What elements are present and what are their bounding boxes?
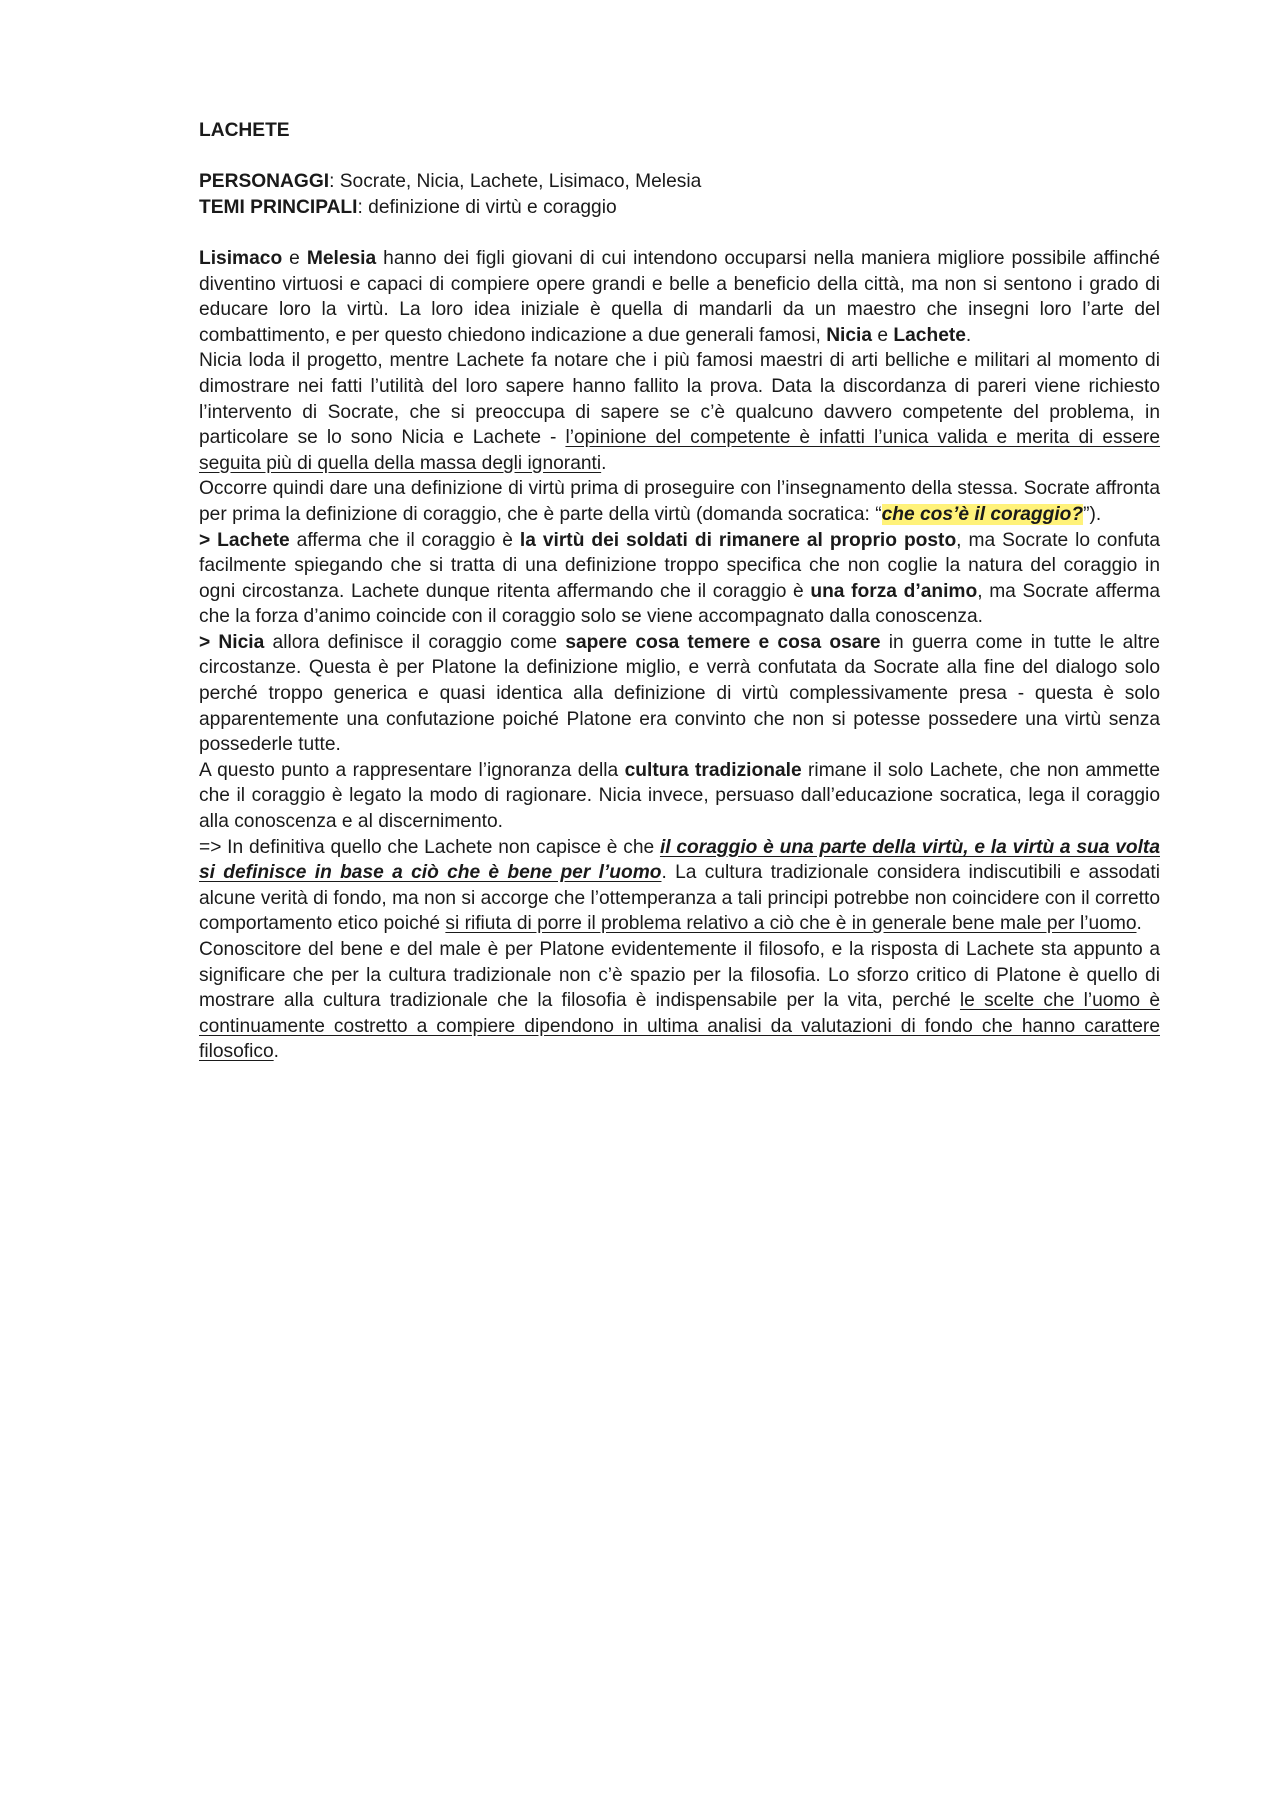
paragraph-2 [199,348,1160,476]
p3-highlight-question: che cos’è il coraggio? [881,503,1084,525]
p8-text-a: Conoscitore del bene e del male è per Platone evidentemente il filosofo, e la risposta di Lachete sta appunto a significare che per la cultura tradizionale non c’è spazio per la filosofia. Lo sforzo critico di Platone è quello di mostrare alla cultura tradizionale che la filosofia è indispensabile per la vita, perché [199,939,1160,1012]
p2-underline: l’opinione del competente è infatti l’unica valida e merita di essere seguita più di quella della massa degli ignoranti [199,427,1161,474]
paragraph-5 [199,630,1160,758]
paragraph-7 [199,835,1160,937]
paragraph-1 [199,246,1160,348]
characters-value: : Socrate, Nicia, Lachete, Lisimaco, Melesia [329,171,702,193]
p4-bold-forza: una forza d’animo [810,580,978,602]
p3-text-a: Occorre quindi dare una definizione di virtù prima di proseguire con l’insegnamento della stessa. Socrate affronta per prima la definizione di coraggio, che è parte della virtù (domanda socratica: “ [199,478,1160,525]
p6-bold-cultura: cultura tradizionale [624,759,802,781]
p6-text-b: rimane il solo Lachete, che non ammette che il coraggio è legato la modo di ragionare. Nicia invece, persuaso dall’educazione socratica, lega il coraggio alla conoscenza e al discernimento. [199,759,1161,833]
p1-bold-lisimaco: Lisimaco [199,247,283,269]
p1-text-c: e [872,324,894,346]
themes-line [199,195,1160,221]
characters-label: PERSONAGGI [199,171,330,193]
p4-bold-definition: la virtù dei soldati di rimanere al proprio posto [519,529,957,551]
paragraph-3 [199,476,1160,527]
p7-text-a: => In definitiva quello che Lachete non capisce è che [199,836,660,858]
p8-underline: le scelte che l’uomo è continuamente costretto a compiere dipendono in ultima analisi da valutazioni di fondo che hanno carattere filosofico [199,990,1160,1063]
p1-bold-lachete: Lachete [893,324,966,346]
p1-text-d: . [965,324,972,346]
p5-text-a: allora definisce il coraggio come [264,631,566,653]
themes-label: TEMI PRINCIPALI [199,196,358,218]
p5-bold-nicia: > Nicia [199,631,265,653]
p1-bold-melesia: Melesia [306,247,377,269]
p8-text-b: . [273,1041,279,1063]
p4-bold-lachete: > Lachete [199,529,290,551]
p1-text-b: hanno dei figli giovani di cui intendono occuparsi nella maniera migliore possibile affinché diventino virtuosi e capaci di compiere opere grandi e belle a beneficio della città, ma non si sentono i grado di educare loro la virtù. La loro idea iniziale è quella di mandarli da un maestro che insegni loro l’arte del combattimento, e per questo chiedono indicazione a due generali famosi, [199,247,1160,346]
p5-text-b: in guerra come in tutte le altre circostanze. Questa è per Platone la definizione miglio, e verrà confutata da Socrate alla fine del dialogo solo perché troppo generica e quasi identica alla definizione di virtù complessivamente presa - questa è solo apparentemente una confutazione poiché Platone era convinto che non si potesse possedere una virtù senza possederle tutte. [199,631,1160,756]
document-title: LACHETE [199,120,290,141]
p7-bold-italic-underline: il coraggio è una parte della virtù, e la virtù a sua volta si definisce in base a ciò che è bene per l’uomo [199,836,1160,884]
p4-text-a: afferma che il coraggio è [289,529,520,551]
p6-text-a: A questo punto a rappresentare l’ignoranza della [199,759,625,781]
p1-bold-nicia: Nicia [826,324,873,346]
p7-text-c: . [1136,913,1142,935]
p5-bold-definition: sapere cosa temere e cosa osare [565,631,881,653]
themes-value: : definizione di virtù e coraggio [357,196,617,218]
paragraph-8 [199,937,1160,1065]
document-meta [199,169,1160,220]
paragraph-4 [199,528,1160,630]
paragraph-6 [199,758,1160,835]
p2-text-b: . [601,452,607,474]
p2-text-a: Nicia loda il progetto, mentre Lachete fa notare che i più famosi maestri di arti belliche e militari al momento di dimostrare nei fatti l’utilità del loro sapere hanno fallito la prova. Data la discordanza di pareri viene richiesto l’intervento di Socrate, che si preoccupa di sapere se c’è qualcuno davvero competente del problema, in particolare se lo sono Nicia e Lachete - [199,350,1160,449]
document-page [199,118,1160,1065]
p7-text-b: . La cultura tradizionale considera indiscutibili e assodati alcune verità di fondo, ma non si accorge che l’ottemperanza a tali principi potrebbe non coincidere con il corretto comportamento etico poiché [199,862,1160,935]
p3-text-b: ”). [1083,503,1102,525]
p7-underline: si rifiuta di porre il problema relativo a ciò che è in generale bene male per l’uomo [445,913,1137,935]
p4-text-b: , ma Socrate lo confuta facilmente spiegando che si tratta di una definizione troppo specifica che non coglie la natura del coraggio in ogni circostanza. Lachete dunque ritenta affermando che il coraggio è [199,529,1160,602]
characters-line [199,169,1160,195]
p1-text-a: e [282,247,307,269]
p4-text-c: , ma Socrate afferma che la forza d’animo coincide con il coraggio solo se viene accompagnato dalla conoscenza. [199,580,1161,628]
